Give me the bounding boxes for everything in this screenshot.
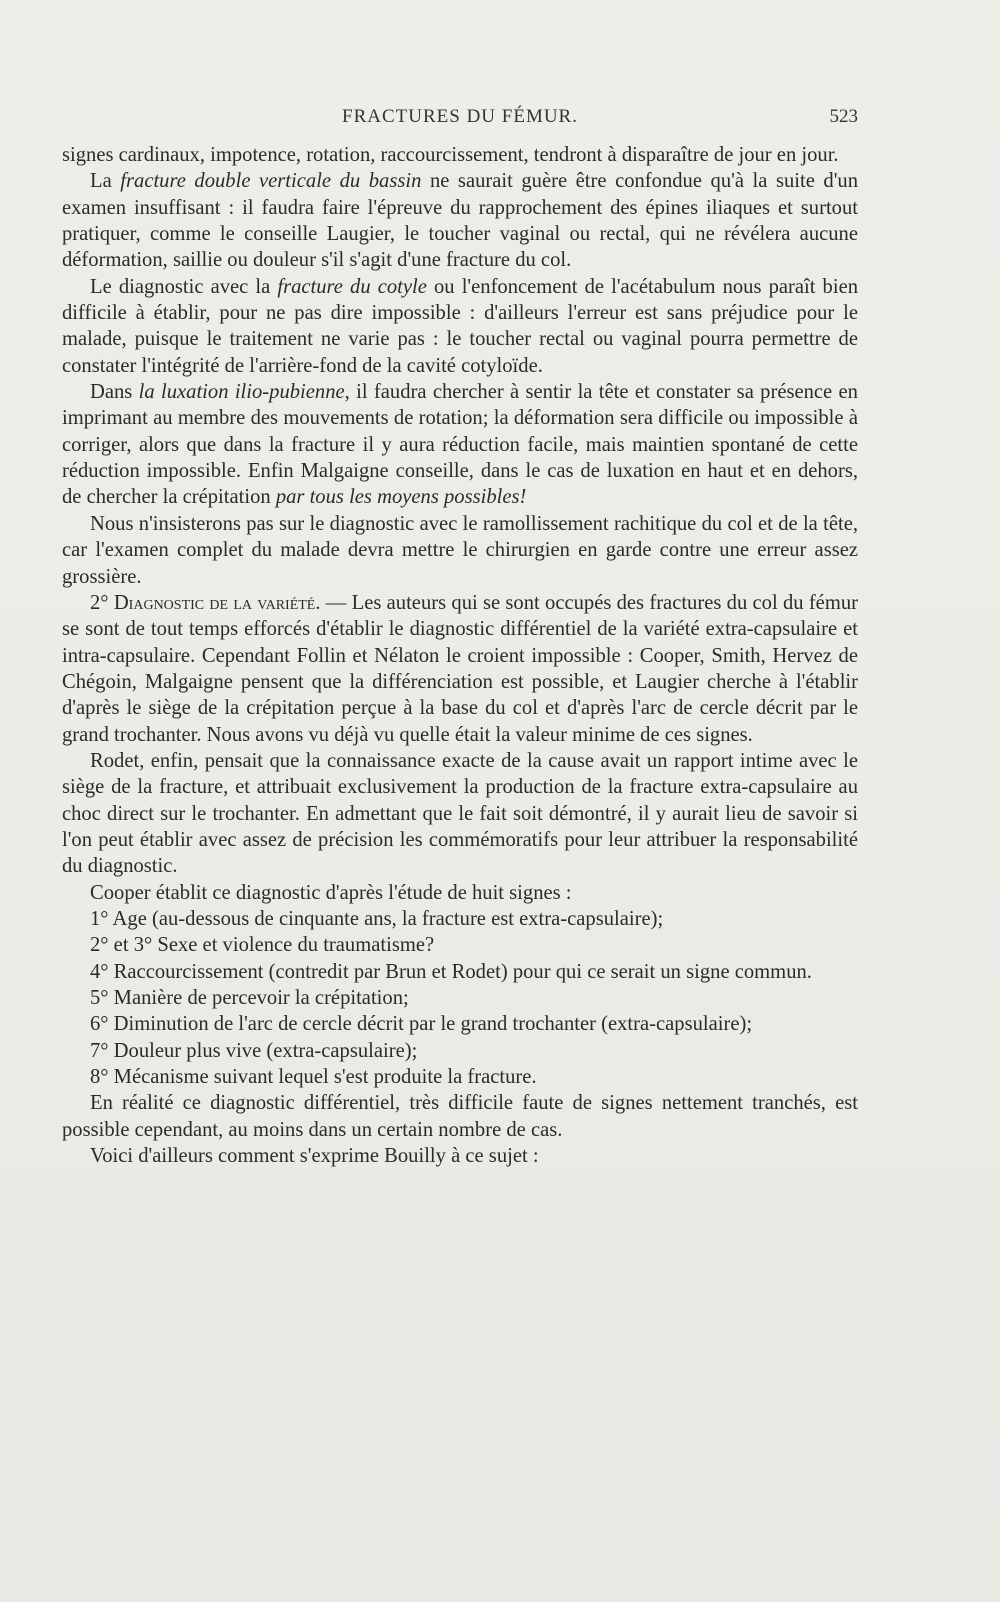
running-title: FRACTURES DU FÉMUR. (342, 106, 578, 127)
list-item: 7° Douleur plus vive (extra-capsulaire); (90, 1039, 418, 1062)
section-paragraph: 2° Diagnostic de la variété. — Les auteurs qui se sont occupés des fractures du col du fémur se sont de tout temps efforcés d'établir le diagnostic différentiel de la variété extra-capsulaire et intra-capsulaire. Cependant Follin et Nélaton le croient impossible : Cooper, Smith, Hervez de Chégoin, Malgaigne pensent que la différenciation est possible, et Laugier cherche à l'établir d'après le siège de la crépitation perçue à la base du col et d'après l'arc de cercle décrit par le grand trochanter. Nous avons vu déjà vu quelle était la valeur minime de ces signes. (62, 591, 858, 746)
list-item: 2° et 3° Sexe et violence du traumatisme? (90, 934, 435, 957)
paragraph: Dans la luxation ilio-pubienne, il faudra chercher à sentir la tête et constater sa présence en imprimant au membre des mouvements de rotation; la déformation sera difficile ou impossible à corriger, alors que dans la fracture il y aura réduction facile, mais maintien spontané de cette réduction impossible. Enfin Malgaigne conseille, dans le cas de luxation en haut et en dehors, de chercher la crépitation par tous les moyens possibles! (62, 381, 858, 509)
body-text (62, 142, 858, 1169)
page-header (62, 106, 858, 136)
section-heading: Diagnostic de la variété. (113, 591, 321, 614)
list-item: 5° Manière de percevoir la crépitation; (90, 987, 409, 1009)
paragraph: Voici d'ailleurs comment s'exprime Bouilly à ce sujet : (90, 1145, 539, 1168)
paragraph: Cooper établit ce diagnostic d'après l'étude de huit signes : (90, 881, 572, 904)
paragraph: En réalité ce diagnostic différentiel, très difficile faute de signes nettement tranchés, est possible cependant, au moins dans un certain nombre de cas. (62, 1092, 858, 1141)
paragraph: Nous n'insisterons pas sur le diagnostic avec le ramollissement rachitique du col et de la tête, car l'examen complet du malade devra mettre le chirurgien en garde contre une erreur assez grossière. (62, 512, 858, 588)
list-item: 6° Diminution de l'arc de cercle décrit par le grand trochanter (extra-capsulaire); (90, 1013, 753, 1036)
paragraph: Rodet, enfin, pensait que la connaissance exacte de la cause avait un rapport intime avec le siège de la fracture, et attribuait exclusivement la production de la fracture extra-capsulaire au choc direct sur le trochanter. En admettant que le fait soit démontré, il y aurait lieu de savoir si l'on peut établir avec assez de précision les commémoratifs pour leur attribuer la responsabilité du diagnostic. (62, 749, 858, 878)
page-number: 523 (829, 106, 858, 127)
paragraph: Le diagnostic avec la fracture du cotyle ou l'enfoncement de l'acétabulum nous paraît bien difficile à établir, pour ne pas dire impossible : d'ailleurs l'erreur est sans préjudice pour le malade, puisque le traitement ne varie pas : le toucher rectal ou vaginal pourra permettre de constater l'intégrité de l'arrière-fond de la cavité cotyloïde. (62, 275, 859, 377)
paragraph: signes cardinaux, impotence, rotation, raccourcissement, tendront à disparaître de jour en jour. (62, 144, 839, 166)
list-item: 1° Age (au-dessous de cinquante ans, la fracture est extra-capsulaire); (90, 907, 664, 930)
paragraph: La fracture double verticale du bassin ne saurait guère être confondue qu'à la suite d'un examen insuffisant : il faudra faire l'épreuve du rapprochement des épines iliaques et surtout pratiquer, comme le conseille Laugier, le toucher vaginal ou rectal, qui ne révélera aucune déformation, saillie ou douleur s'il s'agit d'une fracture du col. (62, 170, 858, 272)
list-item: 8° Mécanisme suivant lequel s'est produite la fracture. (90, 1066, 537, 1089)
list-item: 4° Raccourcissement (contredit par Brun et Rodet) pour qui ce serait un signe commun. (90, 960, 812, 983)
